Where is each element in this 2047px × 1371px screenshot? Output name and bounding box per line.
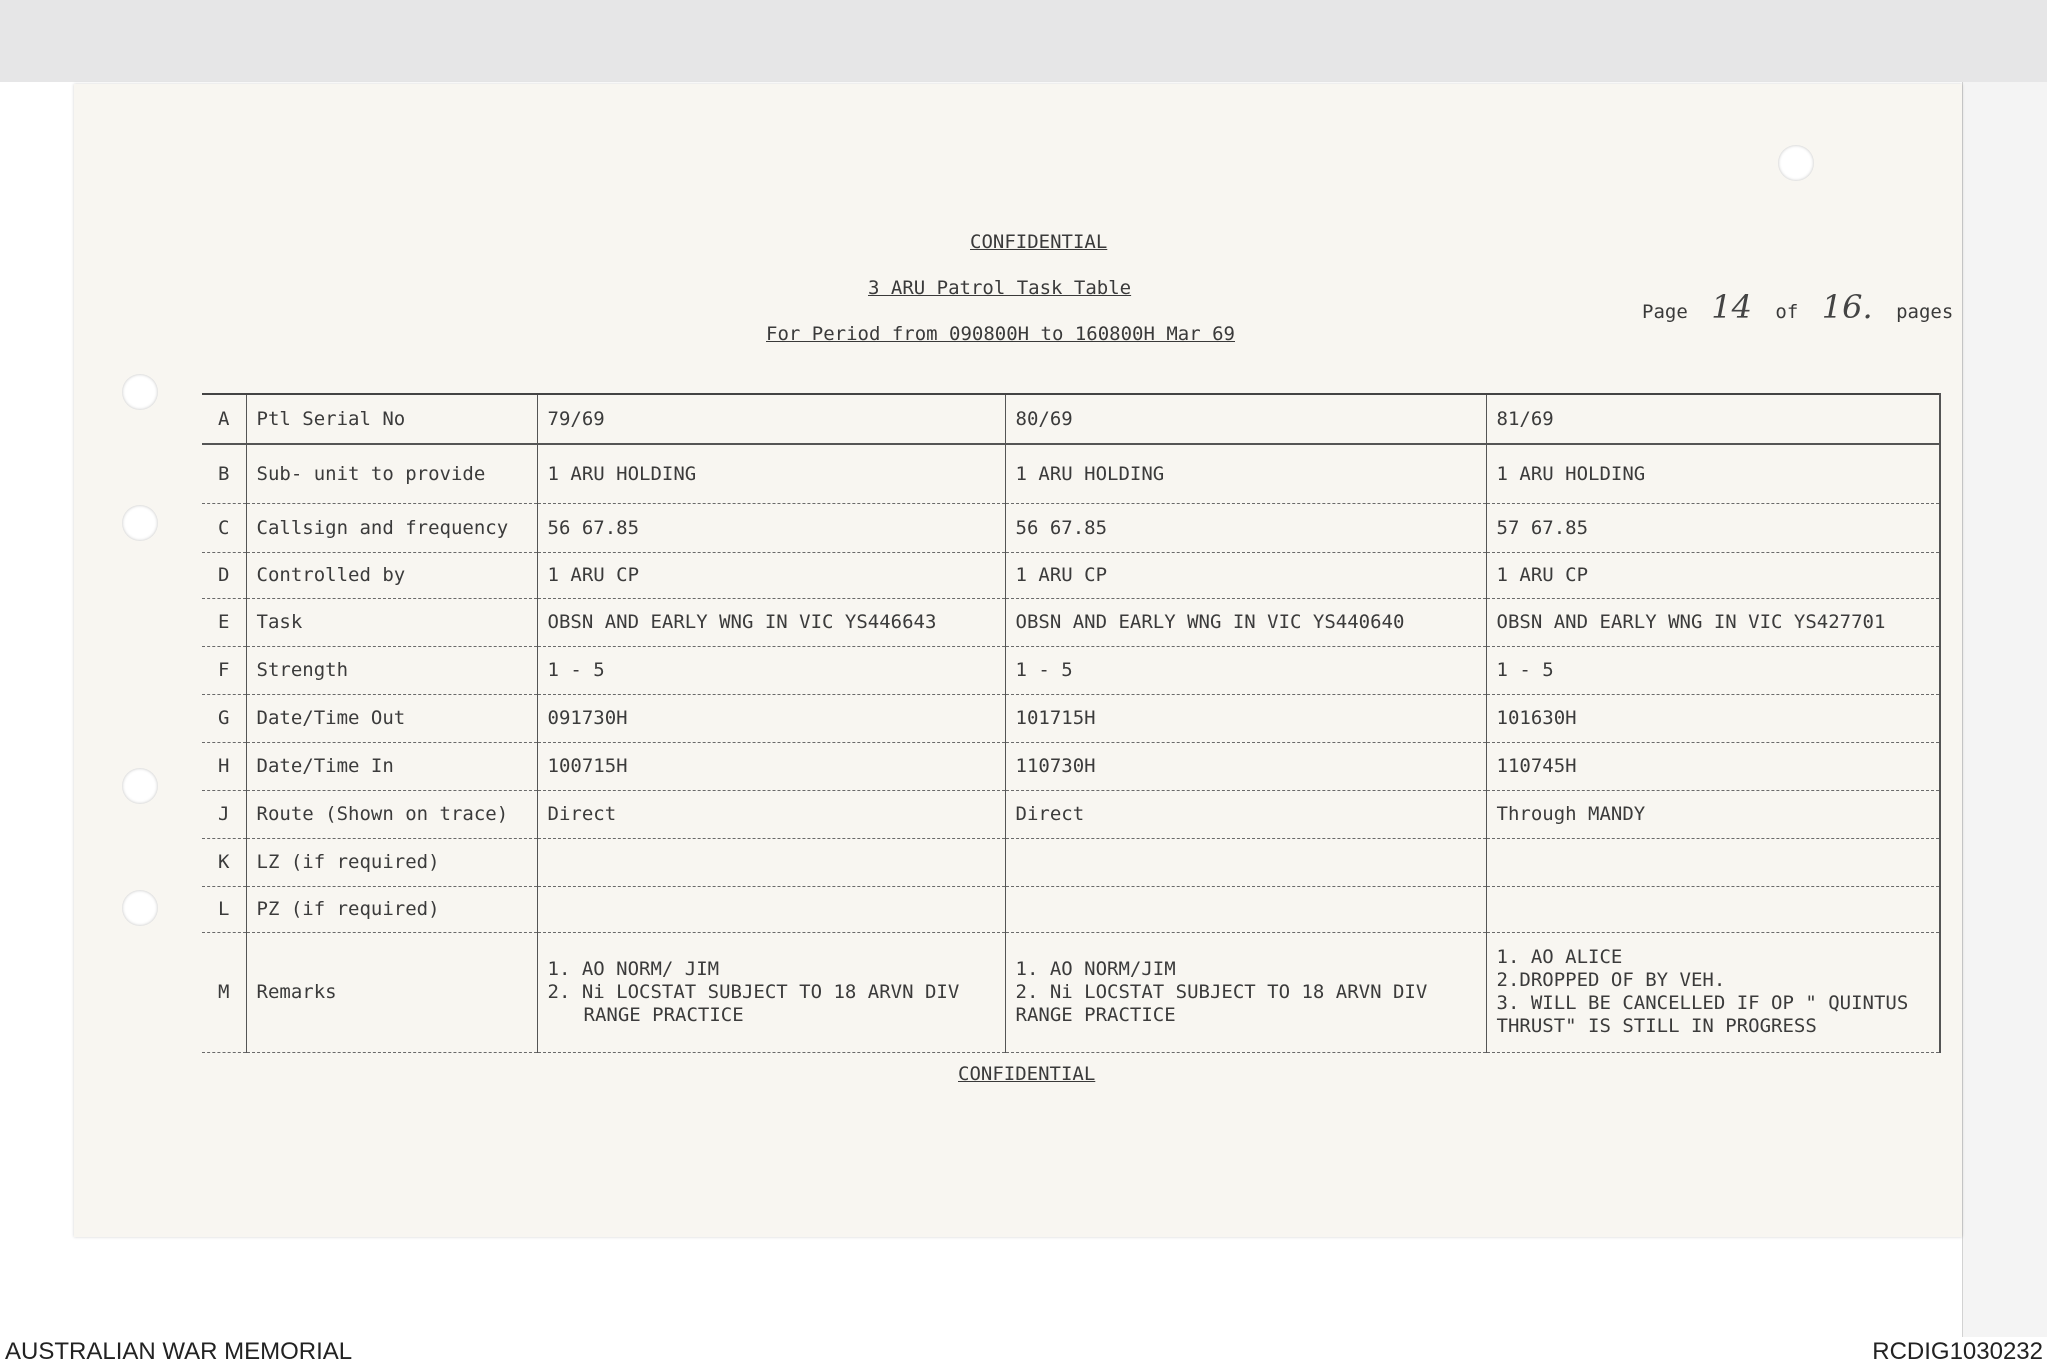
patrol-task-table xyxy=(202,393,1941,1053)
table-row xyxy=(202,646,1940,694)
table-cell: 1 ARU CP xyxy=(1005,552,1486,598)
serial-cell: 81/69 xyxy=(1486,394,1940,444)
row-field-label: Sub- unit to provide xyxy=(246,444,537,503)
table-row xyxy=(202,742,1940,790)
punch-hole xyxy=(122,505,158,541)
row-field-label: Route (Shown on trace) xyxy=(246,790,537,838)
row-field-label: Date/Time Out xyxy=(246,694,537,742)
table-cell xyxy=(1005,838,1486,886)
row-letter: G xyxy=(202,694,246,742)
table-cell: OBSN AND EARLY WNG IN VIC YS440640 xyxy=(1005,598,1486,646)
remarks-cell xyxy=(537,932,1005,1052)
table-cell: 1 ARU CP xyxy=(537,552,1005,598)
row-letter: B xyxy=(202,444,246,503)
remarks-line: RANGE PRACTICE xyxy=(583,1003,744,1026)
row-field-label: Task xyxy=(246,598,537,646)
table-cell: 110730H xyxy=(1005,742,1486,790)
table-row xyxy=(202,552,1940,598)
table-cell: 56 67.85 xyxy=(537,503,1005,552)
table-cell: OBSN AND EARLY WNG IN VIC YS427701 xyxy=(1486,598,1940,646)
table-row-remarks xyxy=(202,932,1940,1052)
record-id-caption: RCDIG1030232 xyxy=(1872,1338,2043,1365)
table-cell: 1 - 5 xyxy=(1005,646,1486,694)
table-cell: 091730H xyxy=(537,694,1005,742)
table-cell: 1 ARU HOLDING xyxy=(1005,444,1486,503)
row-letter: H xyxy=(202,742,246,790)
archive-caption: AUSTRALIAN WAR MEMORIAL xyxy=(5,1338,353,1365)
punch-hole xyxy=(122,890,158,926)
row-field-label: Callsign and frequency xyxy=(246,503,537,552)
table-cell xyxy=(1005,886,1486,932)
punch-hole xyxy=(122,768,158,804)
remarks-line: 3. WILL BE CANCELLED IF OP " QUINTUS xyxy=(1496,992,1909,1014)
row-letter: E xyxy=(202,598,246,646)
pages-label: pages xyxy=(1896,301,1954,323)
punch-hole xyxy=(1778,145,1814,181)
row-letter: A xyxy=(202,394,246,444)
scan-background-right xyxy=(1962,82,2047,1337)
table-cell: Through MANDY xyxy=(1486,790,1940,838)
page-number: 14 xyxy=(1711,288,1752,326)
document-period: For Period from 090800H to 160800H Mar 69 xyxy=(766,323,1235,345)
row-field-label: PZ (if required) xyxy=(246,886,537,932)
table-row xyxy=(202,598,1940,646)
table-cell xyxy=(537,886,1005,932)
table-cell: 101630H xyxy=(1486,694,1940,742)
row-letter: F xyxy=(202,646,246,694)
row-letter: C xyxy=(202,503,246,552)
table-cell: 57 67.85 xyxy=(1486,503,1940,552)
remarks-line: RANGE PRACTICE xyxy=(1015,1003,1176,1026)
table-cell: 1 ARU HOLDING xyxy=(537,444,1005,503)
table-cell xyxy=(537,838,1005,886)
table-row xyxy=(202,694,1940,742)
row-letter: D xyxy=(202,552,246,598)
table-cell: Direct xyxy=(1005,790,1486,838)
remarks-line: 2. Ni LOCSTAT SUBJECT TO 18 ARVN DIV xyxy=(547,980,960,1003)
page-reference xyxy=(1642,288,1953,326)
scan-background-top xyxy=(0,0,2047,82)
table-row xyxy=(202,886,1940,932)
page-total: 16. xyxy=(1821,288,1873,326)
table-cell: 1 ARU HOLDING xyxy=(1486,444,1940,503)
row-field-label: Strength xyxy=(246,646,537,694)
page-label: Page xyxy=(1642,301,1688,323)
remarks-line: 2. Ni LOCSTAT SUBJECT TO 18 ARVN DIV xyxy=(1015,980,1428,1003)
row-letter: K xyxy=(202,838,246,886)
document-title: 3 ARU Patrol Task Table xyxy=(868,277,1132,299)
table-cell xyxy=(1486,838,1940,886)
classification-header: CONFIDENTIAL xyxy=(970,231,1108,253)
row-field-label: LZ (if required) xyxy=(246,838,537,886)
table-cell xyxy=(1486,886,1940,932)
table-row xyxy=(202,444,1940,503)
punch-hole xyxy=(122,374,158,410)
task-table-body xyxy=(202,394,1940,1052)
table-row xyxy=(202,790,1940,838)
row-letter: L xyxy=(202,886,246,932)
table-cell: 101715H xyxy=(1005,694,1486,742)
table-cell: Direct xyxy=(537,790,1005,838)
classification-footer: CONFIDENTIAL xyxy=(958,1063,1096,1085)
table-cell: 110745H xyxy=(1486,742,1940,790)
table-cell: 1 - 5 xyxy=(1486,646,1940,694)
table-row xyxy=(202,503,1940,552)
row-field-label: Date/Time In xyxy=(246,742,537,790)
table-cell: 56 67.85 xyxy=(1005,503,1486,552)
remarks-cell xyxy=(1486,932,1940,1052)
remarks-cell xyxy=(1005,932,1486,1052)
row-letter: M xyxy=(202,932,246,1052)
remarks-line: 1. AO NORM/ JIM xyxy=(547,957,720,980)
remarks-line: 1. AO NORM/JIM xyxy=(1015,957,1176,980)
serial-cell: 80/69 xyxy=(1005,394,1486,444)
row-field-label: Ptl Serial No xyxy=(246,394,537,444)
table-cell: 1 ARU CP xyxy=(1486,552,1940,598)
table-cell: 100715H xyxy=(537,742,1005,790)
serial-cell: 79/69 xyxy=(537,394,1005,444)
row-field-label: Remarks xyxy=(246,932,537,1052)
row-letter: J xyxy=(202,790,246,838)
remarks-line: 2.DROPPED OF BY VEH. xyxy=(1496,969,1726,991)
of-label: of xyxy=(1775,301,1799,323)
table-row xyxy=(202,838,1940,886)
table-cell: 1 - 5 xyxy=(537,646,1005,694)
remarks-line: THRUST" IS STILL IN PROGRESS xyxy=(1496,1015,1817,1037)
table-cell: OBSN AND EARLY WNG IN VIC YS446643 xyxy=(537,598,1005,646)
remarks-line: 1. AO ALICE xyxy=(1496,946,1623,968)
row-field-label: Controlled by xyxy=(246,552,537,598)
table-row-serial xyxy=(202,394,1940,444)
